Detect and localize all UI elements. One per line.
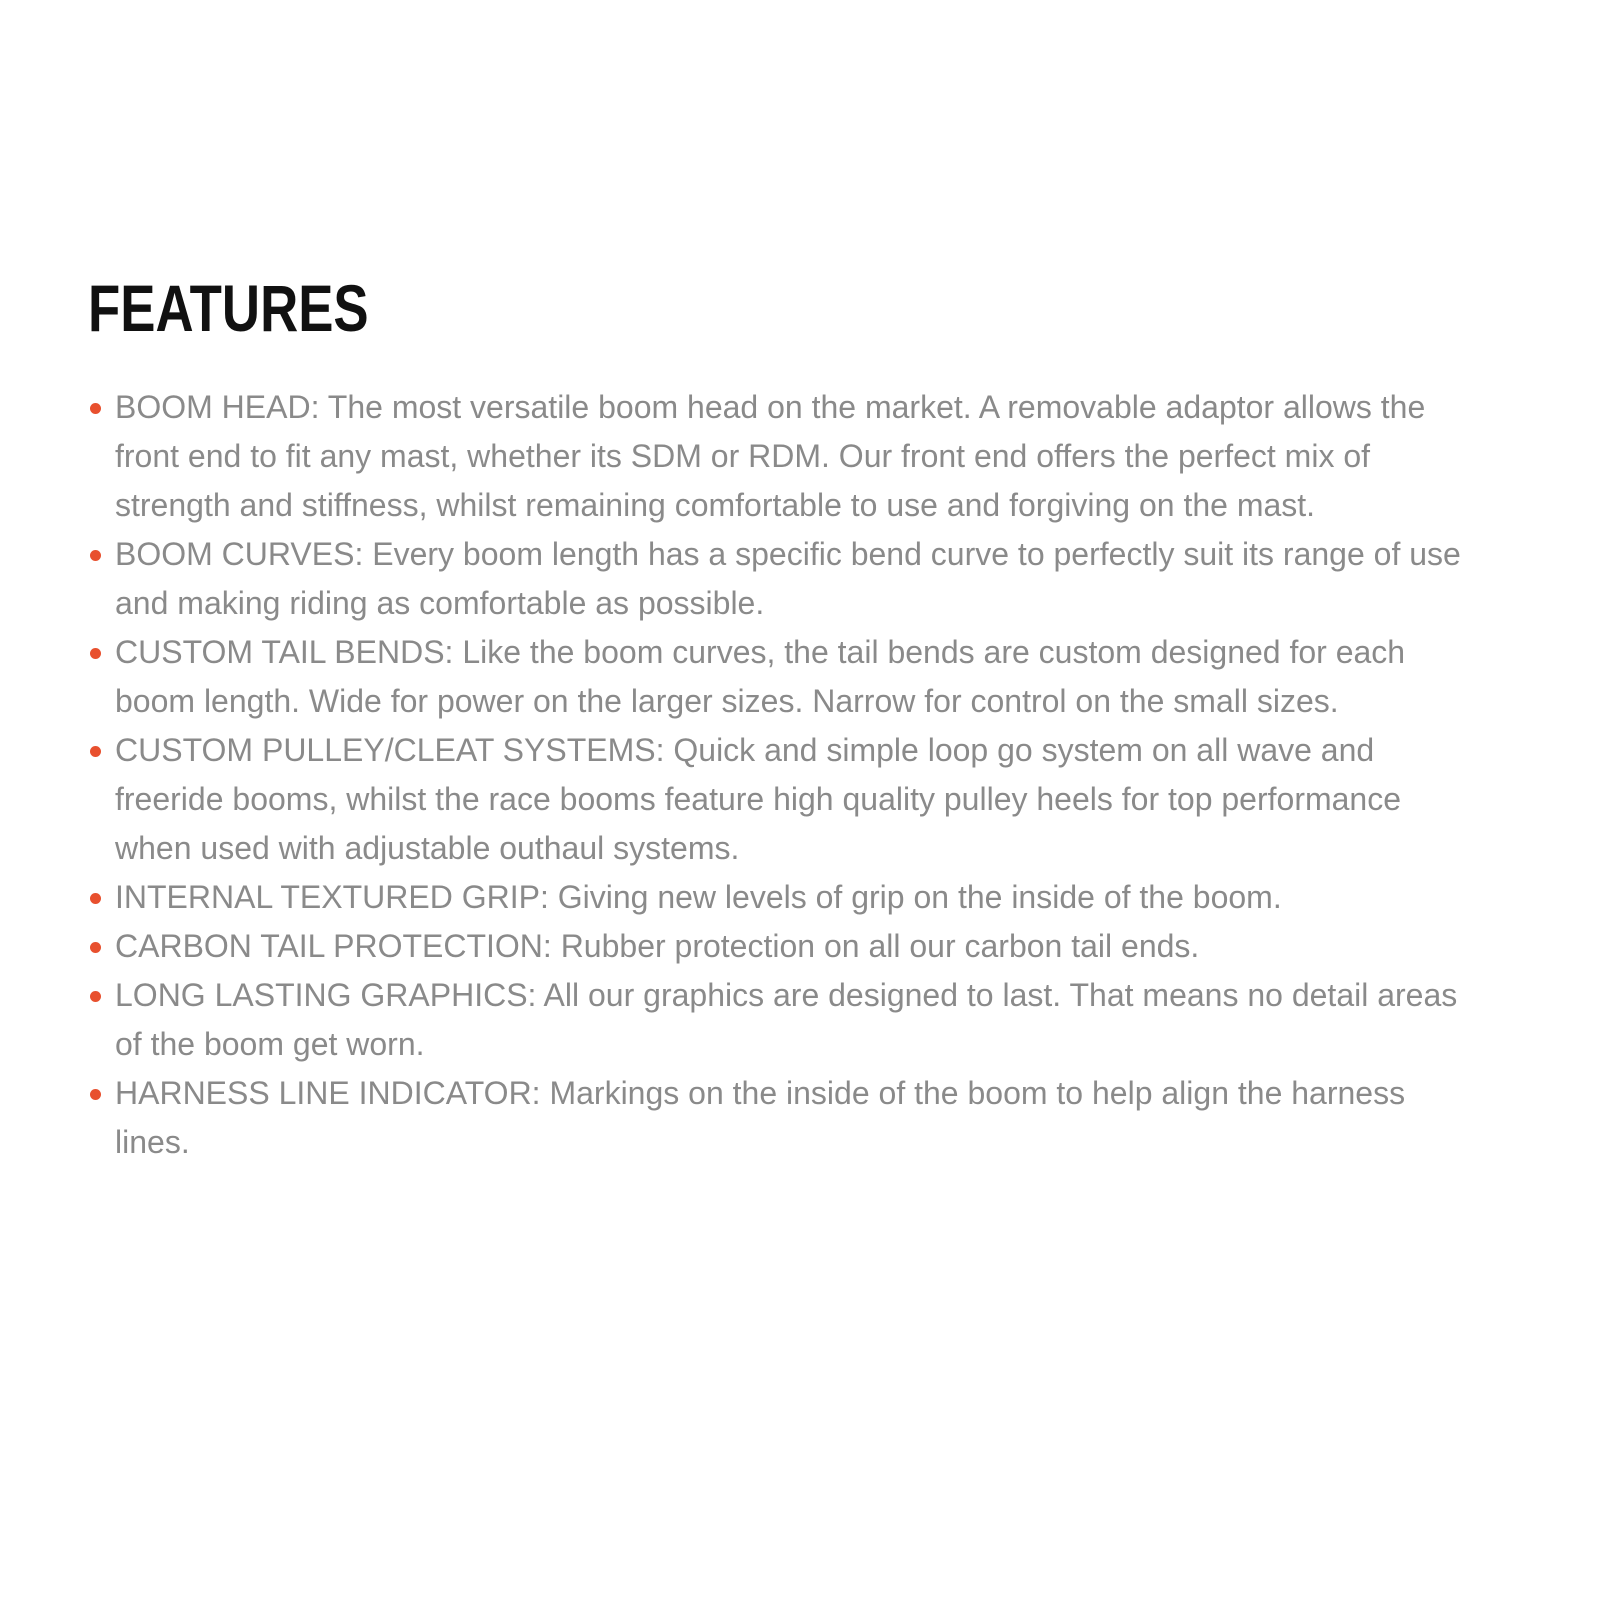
feature-list-item-boom-head: BOOM HEAD: The most versatile boom head on the market. A removable adaptor allows the front end to fit any mast, whether its SDM or RDM. Our front end offers the perfect mix of strength and stiffness, whilst remaining comfortable to use and forgiving on the mast.: [88, 383, 1486, 530]
feature-list-item-carbon-tail-protection: CARBON TAIL PROTECTION: Rubber protection on all our carbon tail ends.: [88, 922, 1486, 971]
feature-list: [88, 383, 1486, 1167]
feature-list-item-internal-textured-grip: INTERNAL TEXTURED GRIP: Giving new levels of grip on the inside of the boom.: [88, 873, 1486, 922]
page-title: FEATURES: [88, 271, 369, 345]
feature-list-item-harness-line-indicator: HARNESS LINE INDICATOR: Markings on the inside of the boom to help align the harness lines.: [88, 1069, 1486, 1167]
feature-list-item-boom-curves: BOOM CURVES: Every boom length has a specific bend curve to perfectly suit its range of use and making riding as comfortable as possible.: [88, 530, 1486, 628]
feature-list-item-custom-pulley-cleat-systems: CUSTOM PULLEY/CLEAT SYSTEMS: Quick and simple loop go system on all wave and freeride booms, whilst the race booms feature high quality pulley heels for top performance when used with adjustable outhaul systems.: [88, 726, 1486, 873]
feature-list-item-custom-tail-bends: CUSTOM TAIL BENDS: Like the boom curves, the tail bends are custom designed for each boom length. Wide for power on the larger sizes. Narrow for control on the small sizes.: [88, 628, 1486, 726]
feature-list-item-long-lasting-graphics: LONG LASTING GRAPHICS: All our graphics are designed to last. That means no detail areas of the boom get worn.: [88, 971, 1486, 1069]
